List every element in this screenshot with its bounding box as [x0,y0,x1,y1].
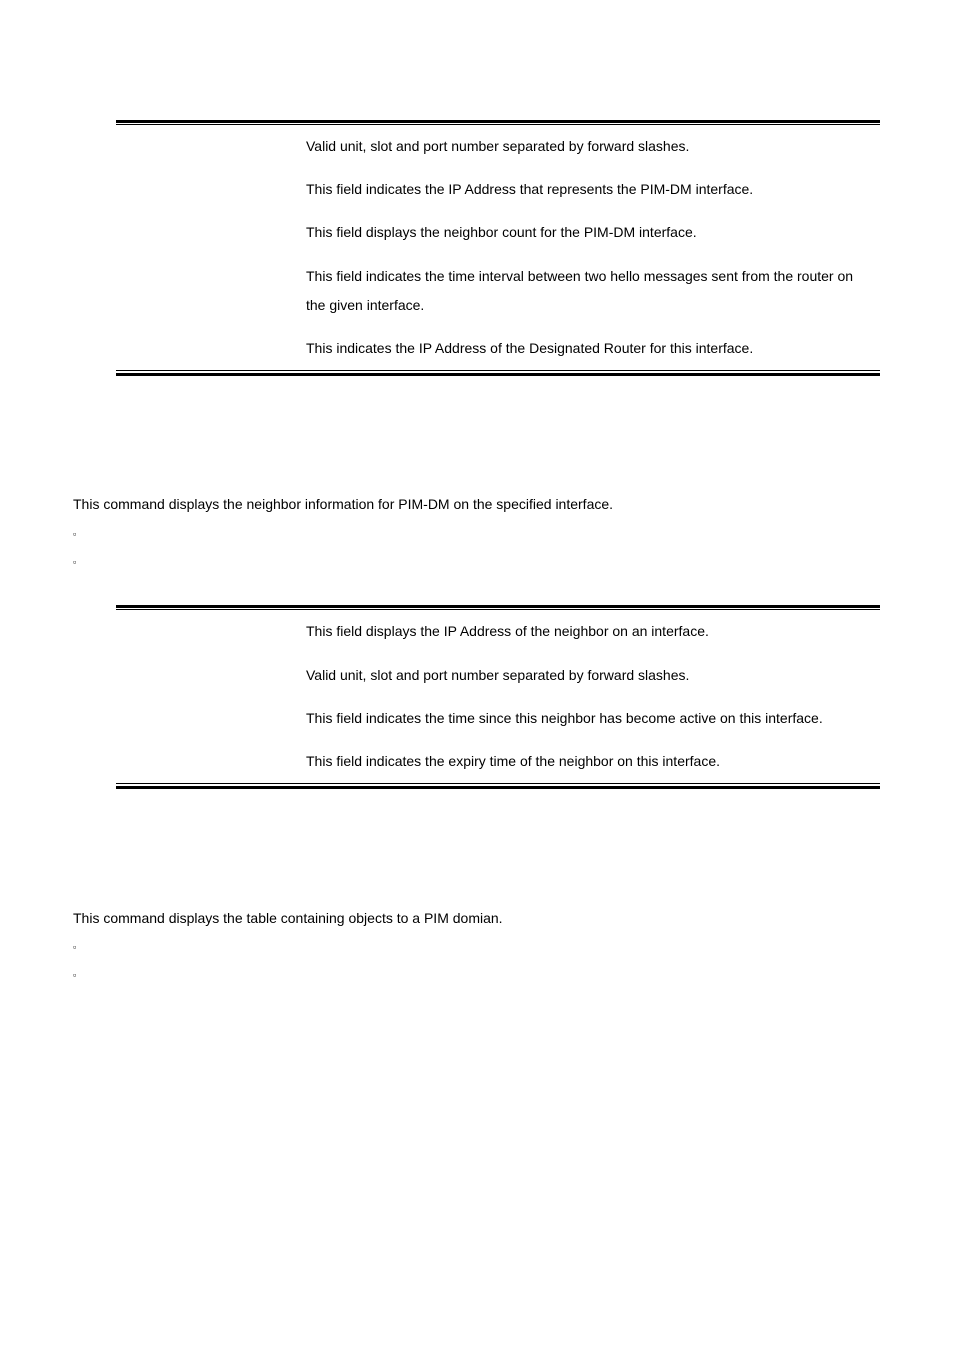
bullet-marker: ▫ [73,529,77,539]
table-top-rule-inner [116,124,880,125]
table-top-rule [116,120,880,123]
table-top-rule-inner [116,609,880,610]
bullet-marker: ▫ [73,557,77,567]
table-row: This field indicates the time since this neighbor has become active on this interface. [306,710,823,726]
table-row: This field indicates the IP Address that represents the PIM-DM interface. [306,181,754,197]
bullet-marker: ▫ [73,970,77,980]
table-row: Valid unit, slot and port number separated by forward slashes. [306,138,690,154]
table-row: This field displays the IP Address of the neighbor on an interface. [306,623,709,639]
field-table-1 [116,120,880,376]
command-description: This command displays the neighbor information for PIM-DM on the specified interface. [73,496,614,512]
command-description: This command displays the table containing objects to a PIM domian. [73,910,503,926]
table-row: This field displays the neighbor count for the PIM-DM interface. [306,224,697,240]
table-top-rule [116,605,880,608]
table-bottom-rule [116,373,880,376]
field-table-2 [116,605,880,789]
table-row: This indicates the IP Address of the Designated Router for this interface. [306,340,754,356]
table-bottom-rule [116,786,880,789]
table-bottom-rule-inner [116,783,880,784]
table-row: This field indicates the time interval between two hello messages sent from the router on the given interface. [306,268,854,313]
table-row: Valid unit, slot and port number separated by forward slashes. [306,667,690,683]
table-row: This field indicates the expiry time of the neighbor on this interface. [306,753,720,769]
table-bottom-rule-inner [116,370,880,371]
bullet-marker: ▫ [73,942,77,952]
